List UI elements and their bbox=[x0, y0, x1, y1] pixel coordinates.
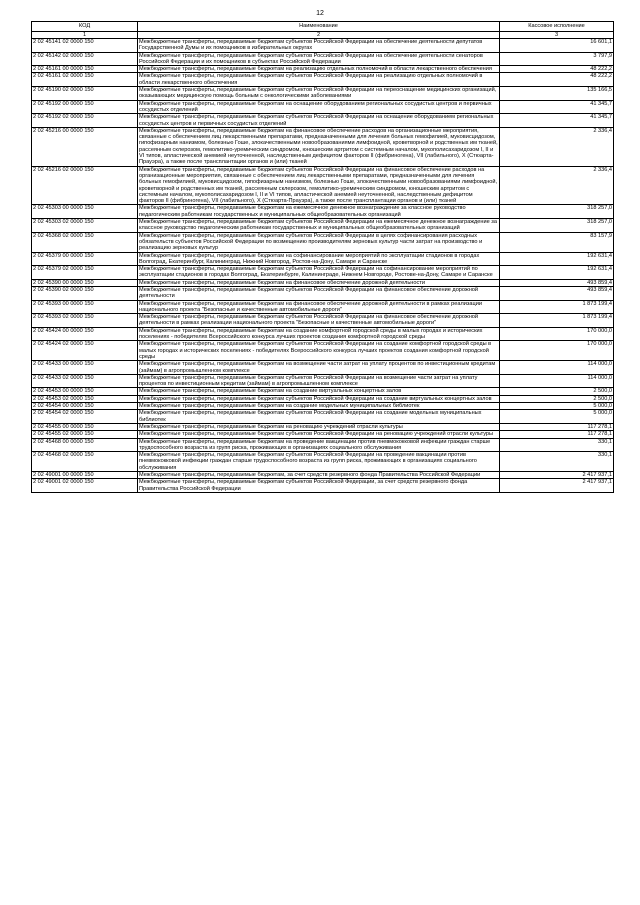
row-code: 2 02 45468 02 0000 150 bbox=[32, 452, 138, 472]
row-name: Межбюджетные трансферты, передаваемые бюджетам субъектов Российской Федерации, за счет средств резервного фонда Правительства Российской Федерации bbox=[138, 479, 500, 493]
row-name: Межбюджетные трансферты, передаваемые бюджетам субъектов Российской Федерации на финансовое обеспечение дорожной деятельности bbox=[138, 286, 500, 300]
table-row bbox=[32, 166, 614, 205]
row-name: Межбюджетные трансферты, передаваемые бюджетам на финансовое обеспечение расходов на организационные мероприятия, связанные с обеспечением лиц лекарственными препаратами, предназначенными для лечения больных гемофилией, муковисцидозом, гипофизарным нанизмом, болезнью Гоше, злокачественными новообразованиями лимфоидной, кроветворной и родственных им тканей, рассеянным склерозом, гемолитико-уремическим синдромом, юношеским артритом с системным началом, мукополисахаридозом I, II и VI типов, апластической анемией неуточненной, наследственным дефицитом факторов II (фибриногена), VII (лабильного), X (Стюарта-Прауэра), а также после трансплантации органов и (или) тканей bbox=[139, 127, 498, 166]
row-name: Межбюджетные трансферты, передаваемые бюджетам на создание виртуальных концертных залов bbox=[138, 388, 500, 395]
row-value: 114 000,0 bbox=[500, 374, 614, 388]
row-code: 2 02 45303 00 0000 150 bbox=[32, 205, 138, 219]
row-name: Межбюджетные трансферты, передаваемые бюджетам на оснащение оборудованием региональных сосудистых центров и первичных сосудистых отделений bbox=[138, 100, 500, 114]
row-value: 170 000,0 bbox=[500, 327, 614, 341]
row-name: Межбюджетные трансферты, передаваемые бюджетам субъектов Российской Федерации на реализацию отдельных полномочий в области лекарственного обеспечения bbox=[138, 73, 500, 87]
row-name: Межбюджетные трансферты, передаваемые бюджетам субъектов Российской Федерации на создание комфортной городской среды в малых городах и исторических поселениях - победителях Всероссийского конкурса лучших проектов создания комфортной городской среды bbox=[138, 341, 500, 361]
row-code: 2 02 45433 02 0000 150 bbox=[32, 374, 138, 388]
row-code: 2 02 45190 02 0000 150 bbox=[32, 87, 138, 101]
row-name: Межбюджетные трансферты, передаваемые бюджетам, за счет средств резервного фонда Правительства Российской Федерации bbox=[138, 472, 500, 479]
table-row bbox=[32, 341, 614, 361]
row-name: Межбюджетные трансферты, передаваемые бюджетам на реализацию отдельных полномочий в области лекарственного обеспечения bbox=[138, 66, 500, 73]
table-row bbox=[32, 87, 614, 101]
row-name: Межбюджетные трансферты, передаваемые бюджетам субъектов Российской Федерации на возмещение части затрат на уплату процентов по инвестиционным кредитам (займам) в агропромышленном комплексе bbox=[138, 374, 500, 388]
table-row bbox=[32, 431, 614, 438]
row-code: 2 02 45192 00 0000 150 bbox=[32, 100, 138, 114]
row-name: Межбюджетные трансферты, передаваемые бюджетам субъектов Российской Федерации на ежемесячное денежное вознаграждение за классное руководство педагогическим работникам государственных и муниципальных общеобразовательных организаций bbox=[138, 219, 500, 233]
table-row bbox=[32, 472, 614, 479]
row-code: 2 02 45468 00 0000 150 bbox=[32, 438, 138, 452]
table-row bbox=[32, 232, 614, 252]
row-value: 5 000,0 bbox=[500, 403, 614, 410]
row-value: 192 631,4 bbox=[500, 266, 614, 280]
row-value: 330,1 bbox=[500, 438, 614, 452]
row-code: 2 02 45142 02 0000 150 bbox=[32, 52, 138, 66]
row-code: 2 02 45303 02 0000 150 bbox=[32, 219, 138, 233]
row-code: 2 02 45393 00 0000 150 bbox=[32, 300, 138, 314]
row-code: 2 02 45379 02 0000 150 bbox=[32, 266, 138, 280]
row-name: Межбюджетные трансферты, передаваемые бюджетам субъектов Российской Федерации на создание виртуальных концертных залов bbox=[138, 395, 500, 402]
table-row bbox=[32, 388, 614, 395]
row-value: 2 417 937,1 bbox=[500, 479, 614, 493]
table-row bbox=[32, 423, 614, 430]
row-code: 2 02 45453 02 0000 150 bbox=[32, 395, 138, 402]
row-name: Межбюджетные трансферты, передаваемые бюджетам на создание модельных муниципальных библиотек bbox=[138, 403, 500, 410]
row-name: Межбюджетные трансферты, передаваемые бюджетам субъектов Российской Федерации на проведение вакцинации против пневмококковой инфекции граждан старше трудоспособного возраста из групп риска, проживающих в организациях социального обслуживания bbox=[138, 452, 500, 472]
row-value: 48 222,2 bbox=[500, 66, 614, 73]
row-value: 2 417 937,1 bbox=[500, 472, 614, 479]
row-name: Межбюджетные трансферты, передаваемые бюджетам на софинансирование мероприятий по эксплуатации стадионов в городах Волгоград, Екатеринбург, Калининград, Нижний Новгород, Ростов-на-Дону, Самаре и Саранске bbox=[138, 252, 500, 266]
table-row bbox=[32, 219, 614, 233]
row-code: 2 02 45379 00 0000 150 bbox=[32, 252, 138, 266]
row-value: 2 336,4 bbox=[500, 166, 614, 205]
table-row bbox=[32, 361, 614, 375]
table-row bbox=[32, 403, 614, 410]
row-name: Межбюджетные трансферты, передаваемые бюджетам на возмещение части затрат на уплату процентов по инвестиционным кредитам (займам) в агропромышленном комплексе bbox=[138, 361, 500, 375]
table-row bbox=[32, 114, 614, 128]
table-row bbox=[32, 252, 614, 266]
row-code: 2 02 45216 02 0000 150 bbox=[32, 166, 138, 205]
row-value: 117 278,1 bbox=[500, 431, 614, 438]
row-code: 2 02 49001 00 0000 150 bbox=[32, 472, 138, 479]
row-code: 2 02 45192 02 0000 150 bbox=[32, 114, 138, 128]
row-code: 2 02 45141 02 0000 150 bbox=[32, 39, 138, 53]
row-name: Межбюджетные трансферты, передаваемые бюджетам субъектов Российской Федерации на финансовое обеспечение дорожной деятельности в рамках реализации национального проекта "Безопасные и качественные автомобильные дороги" bbox=[138, 314, 500, 328]
header-name-number: 2 bbox=[138, 32, 500, 39]
row-name: Межбюджетные трансферты, передаваемые бюджетам на финансовое обеспечение дорожной деятельности bbox=[138, 279, 500, 286]
table-row bbox=[32, 73, 614, 87]
row-value: 5 000,0 bbox=[500, 410, 614, 424]
table-header bbox=[32, 22, 614, 39]
row-code: 2 02 45454 00 0000 150 bbox=[32, 403, 138, 410]
table-row bbox=[32, 479, 614, 493]
table-row bbox=[32, 266, 614, 280]
row-name: Межбюджетные трансферты, передаваемые бюджетам субъектов Российской Федерации на финансовое обеспечение расходов на организационные мероприятия, связанные с обеспечением лиц лекарственными препаратами, предназначенными для лечения больных гемофилией, муковисцидозом, гипофизарным нанизмом, болезнью Гоше, злокачественными новообразованиями лимфоидной, кроветворной и родственных им тканей, рассеянным склерозом, гемолитико-уремическим синдромом, юношеским артритом с системным началом, мукополисахаридозом I, II и VI типов, апластической анемией неуточненной, наследственным дефицитом факторов II (фибриногена), VII (лабильного), X (Стюарта-Прауэра), а также после трансплантации органов и (или) тканей bbox=[138, 166, 500, 205]
table-row bbox=[32, 52, 614, 66]
table-row bbox=[32, 452, 614, 472]
row-value: 330,1 bbox=[500, 452, 614, 472]
row-code: 2 02 45424 00 0000 150 bbox=[32, 327, 138, 341]
row-code: 2 02 45455 02 0000 150 bbox=[32, 431, 138, 438]
row-value: 41 345,7 bbox=[500, 114, 614, 128]
table-row bbox=[32, 39, 614, 53]
header-value: Кассовое исполнение bbox=[500, 22, 614, 32]
row-value: 2 500,0 bbox=[500, 388, 614, 395]
row-value: 192 631,4 bbox=[500, 252, 614, 266]
row-name: Межбюджетные трансферты, передаваемые бюджетам на проведение вакцинации против пневмококковой инфекции граждан старше трудоспособного возраста из групп риска, проживающих в организациях социального обслуживания bbox=[138, 438, 500, 452]
row-code: 2 02 45368 02 0000 150 bbox=[32, 232, 138, 252]
row-value: 1 873 199,4 bbox=[500, 314, 614, 328]
row-name: Межбюджетные трансферты, передаваемые бюджетам субъектов Российской Федерации на оснащение оборудованием региональных сосудистых центров и первичных сосудистых отделений bbox=[138, 114, 500, 128]
table-row bbox=[32, 300, 614, 314]
table-row bbox=[32, 438, 614, 452]
row-value: 318 257,0 bbox=[500, 219, 614, 233]
row-name: Межбюджетные трансферты, передаваемые бюджетам на ежемесячное денежное вознаграждение за классное руководство педагогическим работникам государственных и муниципальных общеобразовательных организаций bbox=[138, 205, 500, 219]
row-code: 2 02 45424 02 0000 150 bbox=[32, 341, 138, 361]
row-code: 2 02 45453 00 0000 150 bbox=[32, 388, 138, 395]
row-name: Межбюджетные трансферты, передаваемые бюджетам на реновацию учреждений отрасли культуры bbox=[138, 423, 500, 430]
row-value: 493 859,4 bbox=[500, 286, 614, 300]
table-body bbox=[32, 39, 614, 493]
page-number: 12 bbox=[316, 10, 324, 17]
row-name: Межбюджетные трансферты, передаваемые бюджетам субъектов Российской Федерации на создание модельных муниципальных библиотек bbox=[138, 410, 500, 424]
header-name: Наименование bbox=[138, 22, 500, 32]
header-code: КОД bbox=[32, 22, 138, 32]
row-value: 170 000,0 bbox=[500, 341, 614, 361]
row-value: 318 257,0 bbox=[500, 205, 614, 219]
row-value: 114 000,0 bbox=[500, 361, 614, 375]
table-row bbox=[32, 286, 614, 300]
table-row bbox=[32, 327, 614, 341]
table-row bbox=[32, 66, 614, 73]
row-value: 117 278,1 bbox=[500, 423, 614, 430]
header-code-number: 1 bbox=[32, 32, 138, 39]
table-row bbox=[32, 127, 614, 166]
row-code: 2 02 45433 00 0000 150 bbox=[32, 361, 138, 375]
row-value: 41 345,7 bbox=[500, 100, 614, 114]
table-row bbox=[32, 100, 614, 114]
row-code: 2 02 49001 02 0000 150 bbox=[32, 479, 138, 493]
row-name: Межбюджетные трансферты, передаваемые бюджетам на создание комфортной городской среды в малых городах и исторических поселениях - победителях Всероссийского конкурса лучших проектов создания комфортной городской среды bbox=[138, 327, 500, 341]
row-name: Межбюджетные трансферты, передаваемые бюджетам субъектов Российской Федерации на реновацию учреждений отрасли культуры bbox=[138, 431, 500, 438]
row-name: Межбюджетные трансферты, передаваемые бюджетам субъектов Российской Федерации на обеспечение деятельности сенаторов Российской Федерации и их помощников в субъектах Российской Федерации bbox=[138, 52, 500, 66]
row-code: 2 02 45393 02 0000 150 bbox=[32, 314, 138, 328]
row-value: 2 336,4 bbox=[500, 127, 614, 166]
row-value: 48 222,2 bbox=[500, 73, 614, 87]
row-value: 1 873 199,4 bbox=[500, 300, 614, 314]
table-row bbox=[32, 205, 614, 219]
table-row bbox=[32, 314, 614, 328]
row-value: 135 166,5 bbox=[500, 87, 614, 101]
row-name: Межбюджетные трансферты, передаваемые бюджетам субъектов Российской Федерации в целях софинансирования расходных обязательств субъектов Российской Федерации по возмещению производителям зерновых культур части затрат на производство и реализацию зерновых культур bbox=[138, 232, 500, 252]
row-name: Межбюджетные трансферты, передаваемые бюджетам субъектов Российской Федерации на софинансирование мероприятий по эксплуатации стадионов в городах Волгоград, Екатеринбурге, Калининграде, Нижнем Новгороде, Ростове-на-Дону, Самаре и Саранске bbox=[138, 266, 500, 280]
table-row bbox=[32, 410, 614, 424]
row-name: Межбюджетные трансферты, передаваемые бюджетам субъектов Российской Федерации на обеспечение деятельности депутатов Государственной Думы и их помощников в избирательных округах bbox=[138, 39, 500, 53]
row-code: 2 02 45390 00 0000 150 bbox=[32, 279, 138, 286]
row-value: 16 601,1 bbox=[500, 39, 614, 53]
budget-table bbox=[31, 21, 614, 493]
table-row bbox=[32, 374, 614, 388]
row-code: 2 02 45454 02 0000 150 bbox=[32, 410, 138, 424]
row-code: 2 02 45161 00 0000 150 bbox=[32, 66, 138, 73]
header-value-number: 3 bbox=[500, 32, 614, 39]
row-value: 493 859,4 bbox=[500, 279, 614, 286]
row-code: 2 02 45216 00 0000 150 bbox=[32, 127, 138, 166]
row-code: 2 02 45390 02 0000 150 bbox=[32, 286, 138, 300]
row-code: 2 02 45161 02 0000 150 bbox=[32, 73, 138, 87]
row-value: 3 797,9 bbox=[500, 52, 614, 66]
row-code: 2 02 45455 00 0000 150 bbox=[32, 423, 138, 430]
table-row bbox=[32, 279, 614, 286]
row-value: 83 157,9 bbox=[500, 232, 614, 252]
row-value: 2 500,0 bbox=[500, 395, 614, 402]
row-name: Межбюджетные трансферты, передаваемые бюджетам субъектов Российской Федерации на переоснащение медицинских организаций, оказывающих медицинскую помощь больным с онкологическими заболеваниями bbox=[138, 87, 500, 101]
table-row bbox=[32, 395, 614, 402]
row-name: Межбюджетные трансферты, передаваемые бюджетам на финансовое обеспечение дорожной деятельности в рамках реализации национального проекта "Безопасные и качественные автомобильные дороги" bbox=[138, 300, 500, 314]
